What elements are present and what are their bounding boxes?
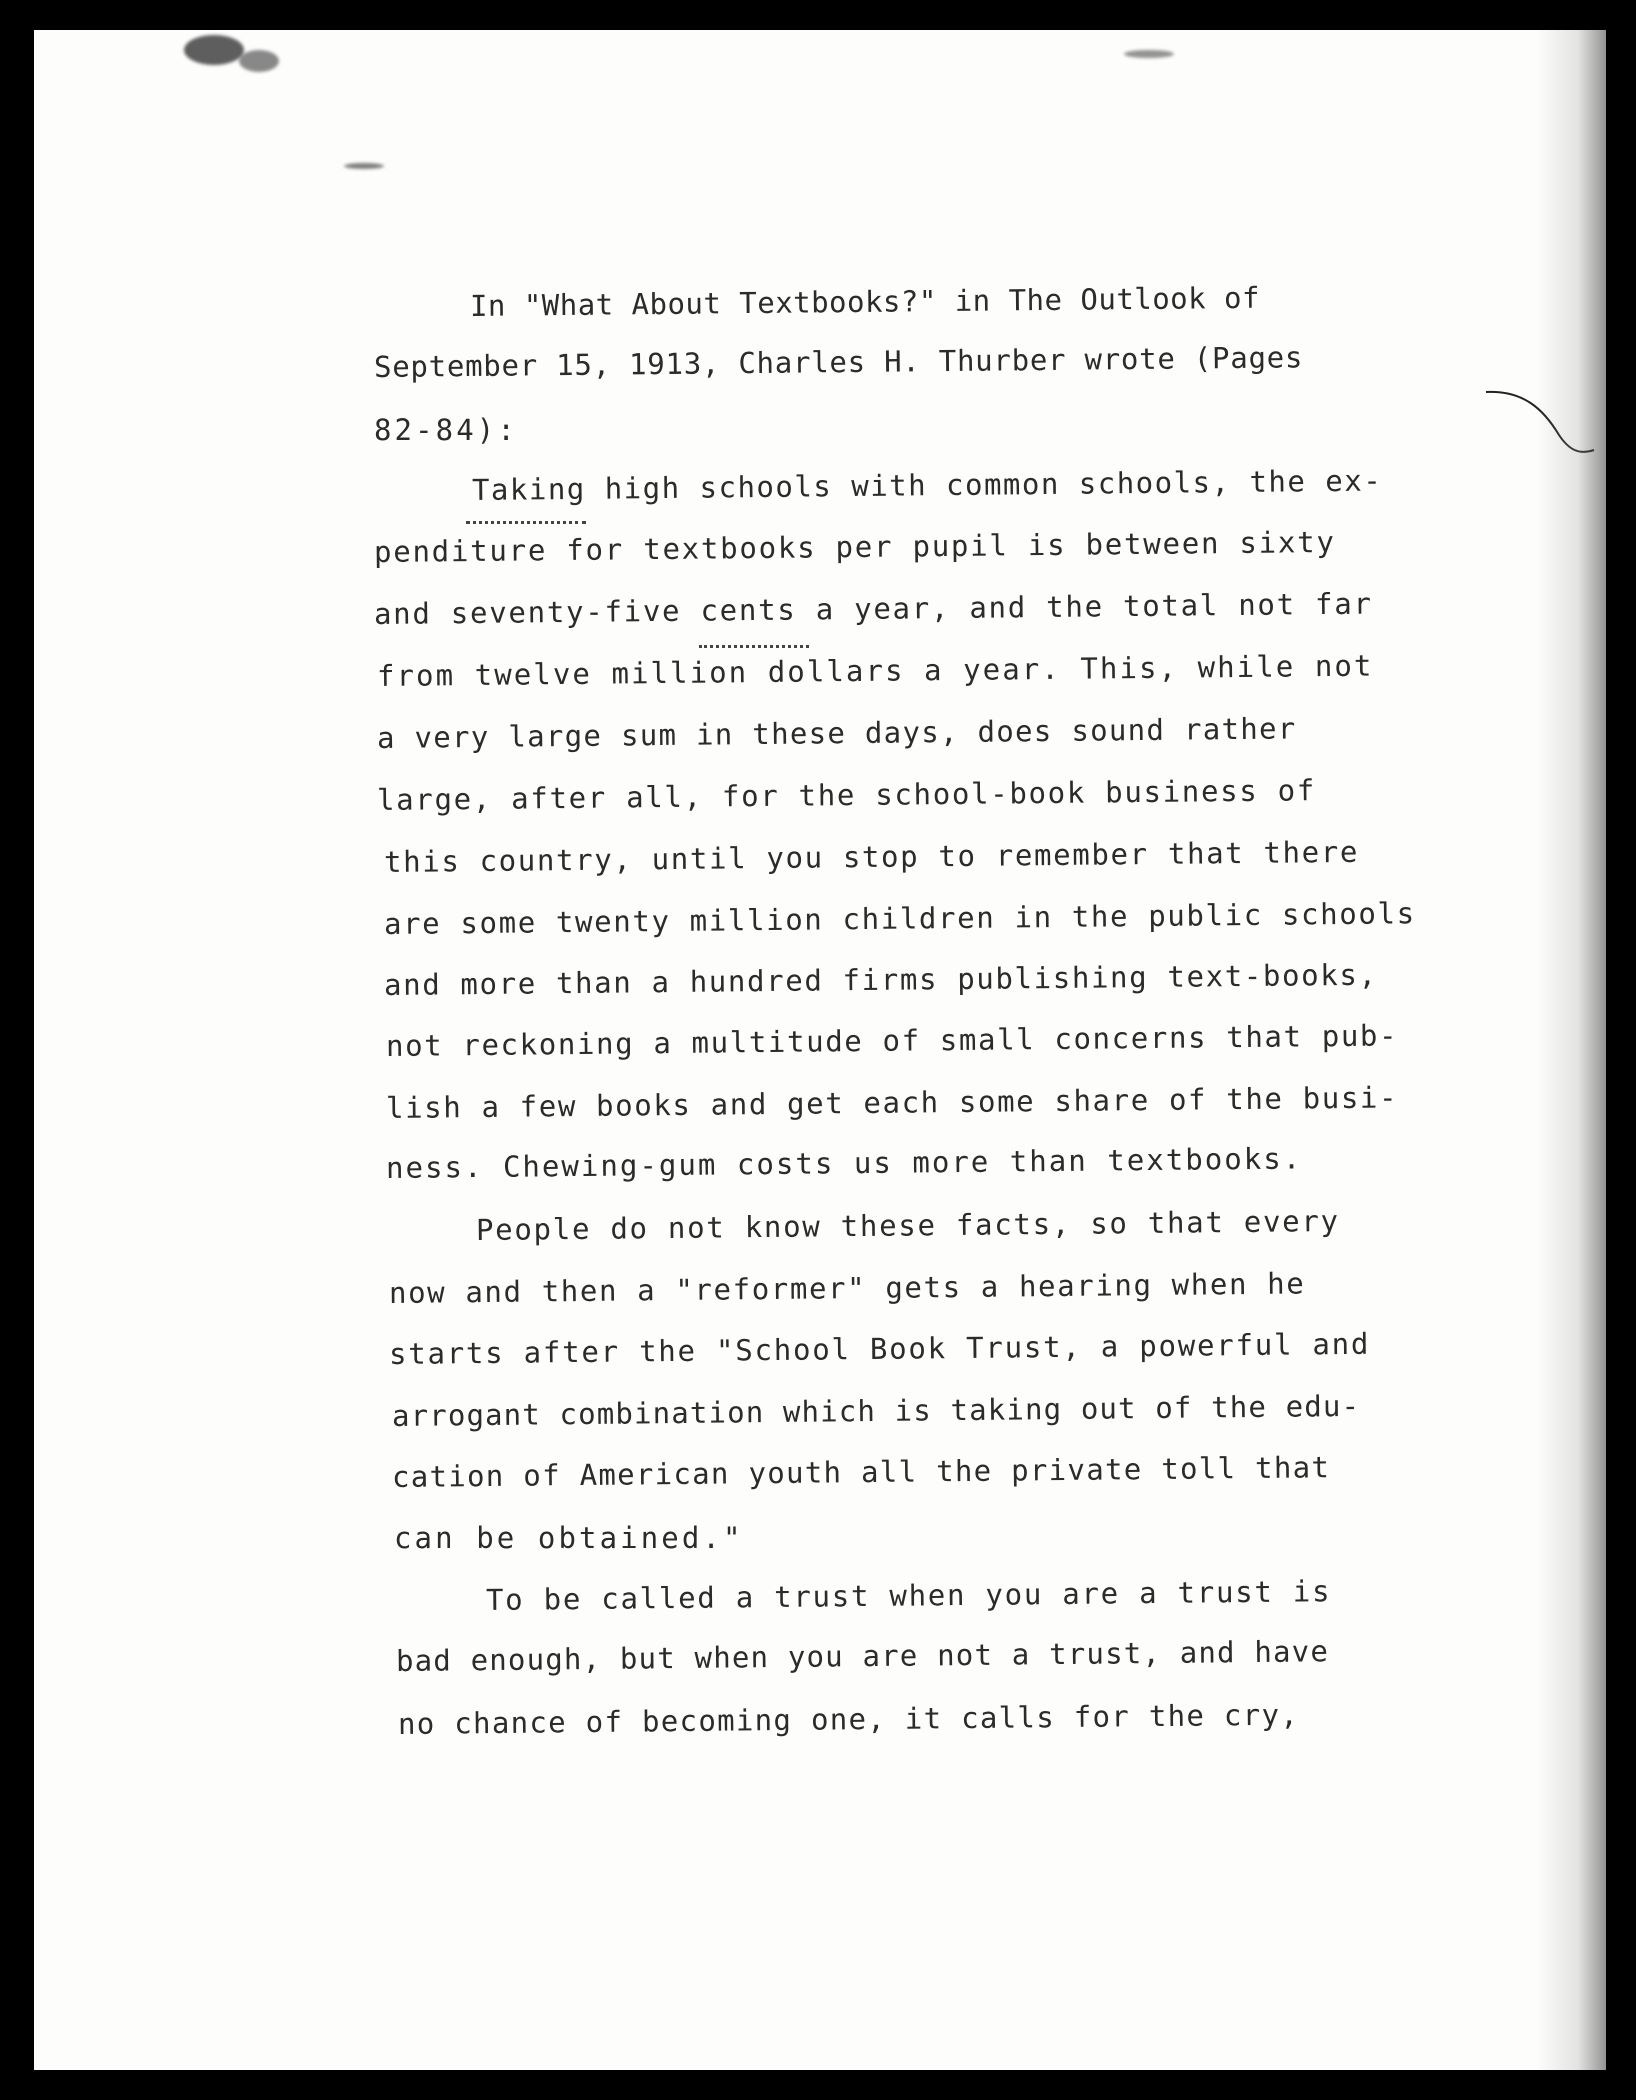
underline-mark <box>466 518 586 524</box>
text-line: penditure for textbooks per pupil is between sixty <box>373 524 1336 569</box>
text-line: and more than a hundred firms publishing text-books, <box>383 957 1378 1002</box>
text-line: September 15, 1913, Charles H. Thurber wrote (Pages <box>373 340 1304 384</box>
text-line: To be called a trust when you are a trust is <box>485 1574 1332 1617</box>
text-line: large, after all, for the school-book business of <box>376 773 1317 817</box>
text-line: and seventy-five cents a year, and the total not far <box>373 586 1373 631</box>
text-line: 82-84): <box>374 413 518 447</box>
text-line: from twelve million dollars a year. This, while not <box>376 648 1374 693</box>
text-line: a very large sum in these days, does sound rather <box>376 711 1297 755</box>
text-line: arrogant combination which is taking out of the edu- <box>391 1388 1361 1433</box>
ink-smudge <box>184 35 244 65</box>
text-line: People do not know these facts, so that every <box>475 1203 1340 1247</box>
ink-smudge <box>239 50 279 72</box>
text-line: starts after the "School Book Trust, a powerful and <box>388 1326 1371 1371</box>
hair-fiber <box>1484 380 1604 470</box>
text-line: no chance of becoming one, it calls for the cry, <box>397 1697 1300 1741</box>
document-page <box>34 30 1606 2070</box>
text-line: cation of American youth all the private toll that <box>391 1450 1331 1494</box>
text-line: lish a few books and get each some share of the busi- <box>385 1080 1399 1125</box>
text-line: this country, until you stop to remember that there <box>383 834 1360 879</box>
text-line: are some twenty million children in the public schools <box>383 896 1416 941</box>
text-line: bad enough, but when you are not a trust, and have <box>395 1634 1330 1678</box>
ink-smudge <box>1124 50 1174 58</box>
text-line: can be obtained." <box>394 1521 744 1555</box>
ink-smudge <box>344 163 384 169</box>
text-line: now and then a "reformer" gets a hearing when he <box>388 1266 1306 1310</box>
text-line: ness. Chewing-gum costs us more than textbooks. <box>385 1141 1303 1185</box>
text-line: In "What About Textbooks?" in The Outlook of <box>469 280 1261 323</box>
text-line: Taking high schools with common schools, the ex- <box>471 463 1383 507</box>
text-line: not reckoning a multitude of small concerns that pub- <box>385 1018 1399 1063</box>
underline-mark <box>699 642 809 648</box>
